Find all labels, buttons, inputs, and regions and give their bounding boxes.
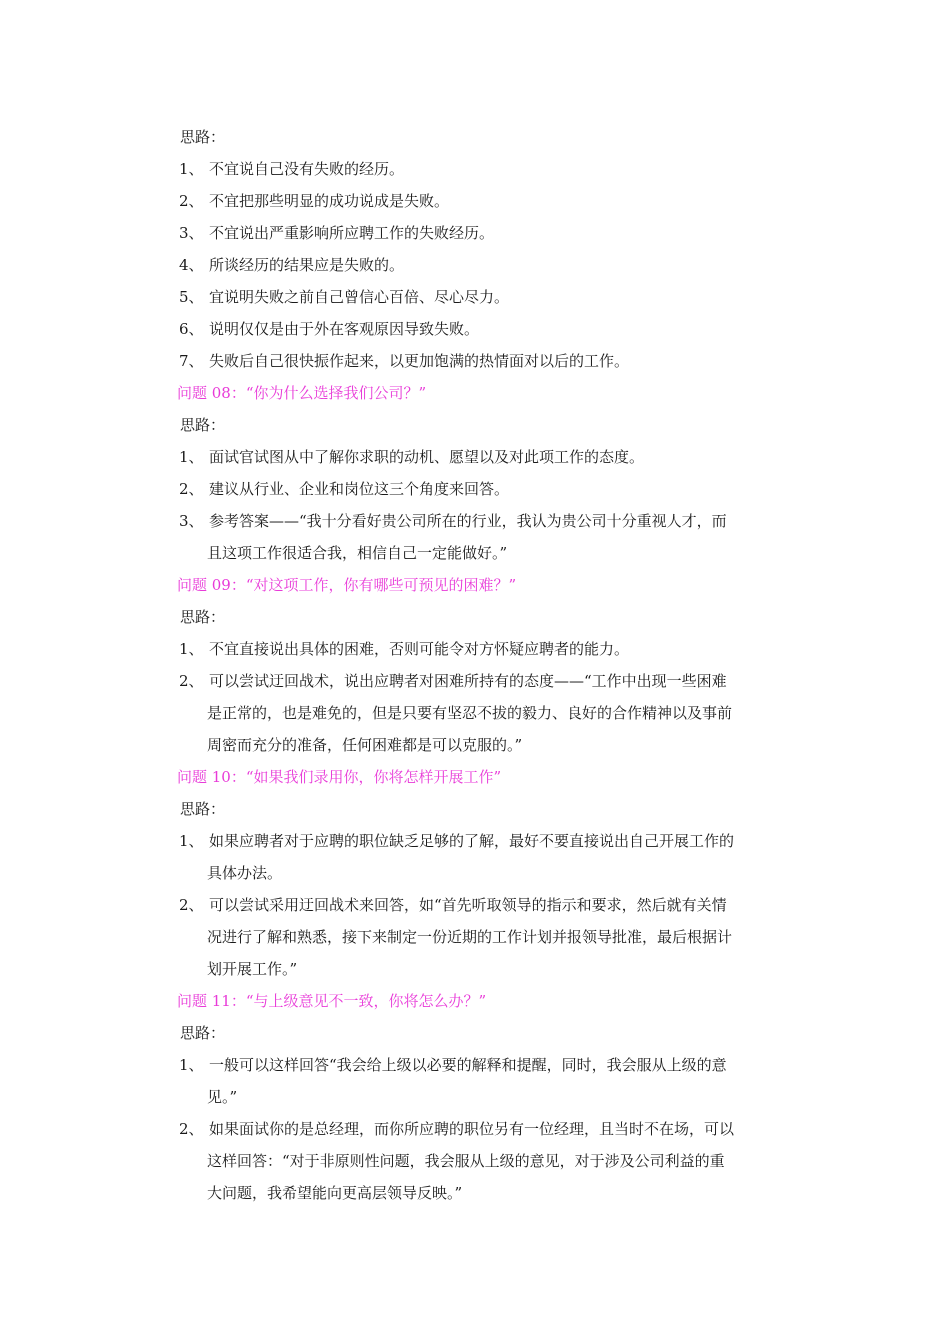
list-item-text: 不宜说出严重影响所应聘工作的失败经历。 <box>209 224 495 242</box>
list-item-text: 宜说明失败之前自己曾信心百倍、尽心尽力。 <box>209 288 510 306</box>
list-item <box>177 825 817 857</box>
list-item-text: 如果应聘者对于应聘的职位缺乏足够的了解，最好不要直接说出自己开展工作的 <box>209 832 735 850</box>
list-item <box>177 217 817 249</box>
list-item-text: 一般可以这样回答“我会给上级以必要的解释和提醒，同时，我会服从上级的意 <box>209 1056 727 1074</box>
list-item-number: 2、 <box>179 672 204 690</box>
question-heading: 问题 08：“你为什么选择我们公司？” <box>177 384 427 402</box>
approach-label: 思路： <box>180 1024 226 1042</box>
list-item-number: 1、 <box>179 640 204 658</box>
approach-label: 思路： <box>180 800 226 818</box>
list-item <box>177 889 817 921</box>
approach-label: 思路： <box>180 128 226 146</box>
approach-label: 思路： <box>180 416 226 434</box>
list-item <box>177 441 817 473</box>
list-item <box>177 313 817 345</box>
list-item-continuation: 具体办法。 <box>207 864 283 882</box>
list-item-text: 参考答案——“我十分看好贵公司所在的行业，我认为贵公司十分重视人才，而 <box>209 512 727 530</box>
question-heading: 问题 11：“与上级意见不一致，你将怎么办？” <box>177 992 487 1010</box>
list-item <box>177 185 817 217</box>
list-item <box>177 473 817 505</box>
list-item-continuation: 见。” <box>207 1088 238 1106</box>
list-item-number: 7、 <box>179 352 204 370</box>
list-item-text: 不宜直接说出具体的困难，否则可能令对方怀疑应聘者的能力。 <box>209 640 630 658</box>
question-heading: 问题 09：“对这项工作，你有哪些可预见的困难？” <box>177 576 517 594</box>
list-item <box>177 1113 817 1145</box>
list-item-continuation: 况进行了解和熟悉，接下来制定一份近期的工作计划并报领导批准，最后根据计 <box>207 928 733 946</box>
list-item-number: 1、 <box>179 448 204 466</box>
list-item-continuation: 是正常的，也是难免的，但是只要有坚忍不拔的毅力、良好的合作精神以及事前 <box>207 704 733 722</box>
list-item-number: 4、 <box>179 256 204 274</box>
document-body <box>177 121 817 1209</box>
list-item-text: 如果面试你的是总经理，而你所应聘的职位另有一位经理，且当时不在场，可以 <box>209 1120 735 1138</box>
list-item <box>177 505 817 537</box>
list-item-text: 说明仅仅是由于外在客观原因导致失败。 <box>209 320 480 338</box>
list-item-number: 1、 <box>179 160 204 178</box>
approach-label: 思路： <box>180 608 226 626</box>
list-item-number: 2、 <box>179 1120 204 1138</box>
list-item <box>177 249 817 281</box>
list-item <box>177 665 817 697</box>
list-item-continuation: 周密而充分的准备，任何困难都是可以克服的。” <box>207 736 523 754</box>
list-item-number: 2、 <box>179 896 204 914</box>
list-item-number: 2、 <box>179 480 204 498</box>
list-item <box>177 633 817 665</box>
list-item-text: 面试官试图从中了解你求职的动机、愿望以及对此项工作的态度。 <box>209 448 645 466</box>
list-item-text: 可以尝试采用迂回战术来回答，如“首先听取领导的指示和要求，然后就有关情 <box>209 896 727 914</box>
list-item-number: 2、 <box>179 192 204 210</box>
list-item <box>177 345 817 377</box>
question-heading: 问题 10：“如果我们录用你，你将怎样开展工作” <box>177 768 502 786</box>
list-item-number: 5、 <box>179 288 204 306</box>
list-item-number: 1、 <box>179 832 204 850</box>
list-item-number: 1、 <box>179 1056 204 1074</box>
list-item <box>177 153 817 185</box>
list-item-number: 3、 <box>179 512 204 530</box>
list-item-text: 所谈经历的结果应是失败的。 <box>209 256 405 274</box>
list-item-number: 6、 <box>179 320 204 338</box>
list-item <box>177 281 817 313</box>
list-item-continuation: 大问题，我希望能向更高层领导反映。” <box>207 1184 463 1202</box>
list-item-continuation: 且这项工作很适合我，相信自己一定能做好。” <box>207 544 508 562</box>
list-item-continuation: 划开展工作。” <box>207 960 298 978</box>
list-item <box>177 1049 817 1081</box>
list-item-text: 不宜说自己没有失败的经历。 <box>209 160 405 178</box>
list-item-continuation: 这样回答：“对于非原则性问题，我会服从上级的意见，对于涉及公司利益的重 <box>207 1152 725 1170</box>
list-item-text: 失败后自己很快振作起来，以更加饱满的热情面对以后的工作。 <box>209 352 630 370</box>
list-item-text: 不宜把那些明显的成功说成是失败。 <box>209 192 450 210</box>
list-item-number: 3、 <box>179 224 204 242</box>
list-item-text: 可以尝试迂回战术，说出应聘者对困难所持有的态度——“工作中出现一些困难 <box>209 672 727 690</box>
list-item-text: 建议从行业、企业和岗位这三个角度来回答。 <box>209 480 510 498</box>
